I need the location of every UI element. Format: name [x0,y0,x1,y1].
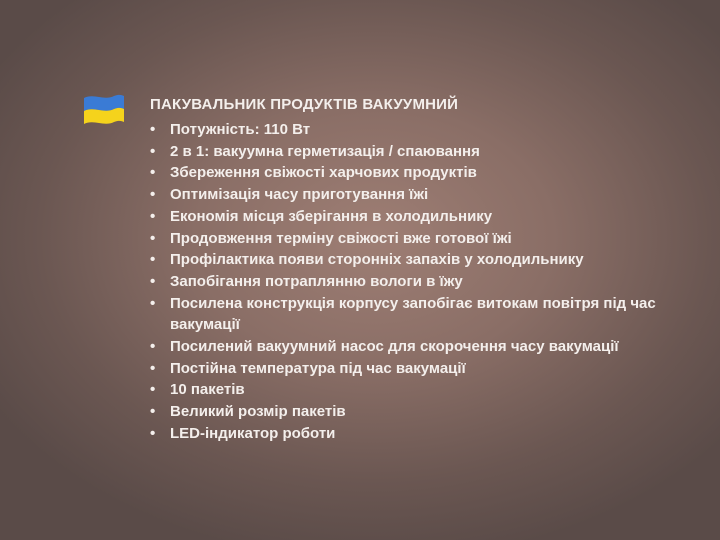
product-info [150,96,690,445]
bullet-icon: • [150,359,156,377]
feature-item [150,141,690,163]
bullet-icon: • [150,186,156,204]
bullet-icon: • [150,121,156,138]
feature-text: Посилений вакуумний насос для скорочення часу вакумації [170,338,619,356]
feature-text: Потужність: 110 Вт [170,121,311,138]
feature-text: Великий розмір пакетів [170,403,346,421]
feature-item [150,401,690,423]
ukraine-flag-icon [82,92,126,126]
feature-list [150,119,690,445]
bullet-icon: • [150,142,156,160]
bullet-icon: • [150,164,156,182]
feature-text: Оптимізація часу приготування їжі [170,186,429,204]
bullet-icon: • [150,424,156,442]
bullet-icon: • [150,251,156,269]
bullet-icon: • [150,229,156,247]
feature-text: Постійна температура під час вакумації [170,359,466,377]
feature-text: Запобігання потраплянню вологи в їжу [170,272,463,290]
feature-item [150,249,690,271]
feature-text: Посилена конструкція корпусу запобігає витокам повітря під час вакумації [170,294,656,334]
feature-text: 2 в 1: вакуумна герметизація / спаювання [170,142,480,160]
bullet-icon: • [150,338,156,356]
bullet-icon: • [150,207,156,225]
feature-text: Профілактика появи сторонніх запахів у холодильнику [170,251,584,269]
feature-item [150,358,690,380]
feature-item [150,336,690,358]
feature-text: Економія місця зберігання в холодильнику [170,207,493,225]
bullet-icon: • [150,272,156,290]
page-title: ПАКУВАЛЬНИК ПРОДУКТІВ ВАКУУМНИЙ [150,96,459,113]
feature-item [150,423,690,445]
feature-item [150,271,690,293]
bullet-icon: • [150,381,156,399]
feature-text: Збереження свіжості харчових продуктів [170,164,477,182]
feature-item [150,162,690,184]
feature-item [150,228,690,250]
feature-item [150,379,690,401]
bullet-icon: • [150,294,156,312]
feature-item [150,206,690,228]
feature-text: LED-індикатор роботи [170,424,336,442]
feature-item [150,119,690,141]
feature-text: 10 пакетів [170,381,245,399]
bullet-icon: • [150,403,156,421]
feature-item [150,184,690,206]
feature-text: Продовження терміну свіжості вже готової їжі [170,229,512,247]
feature-item [150,293,690,336]
